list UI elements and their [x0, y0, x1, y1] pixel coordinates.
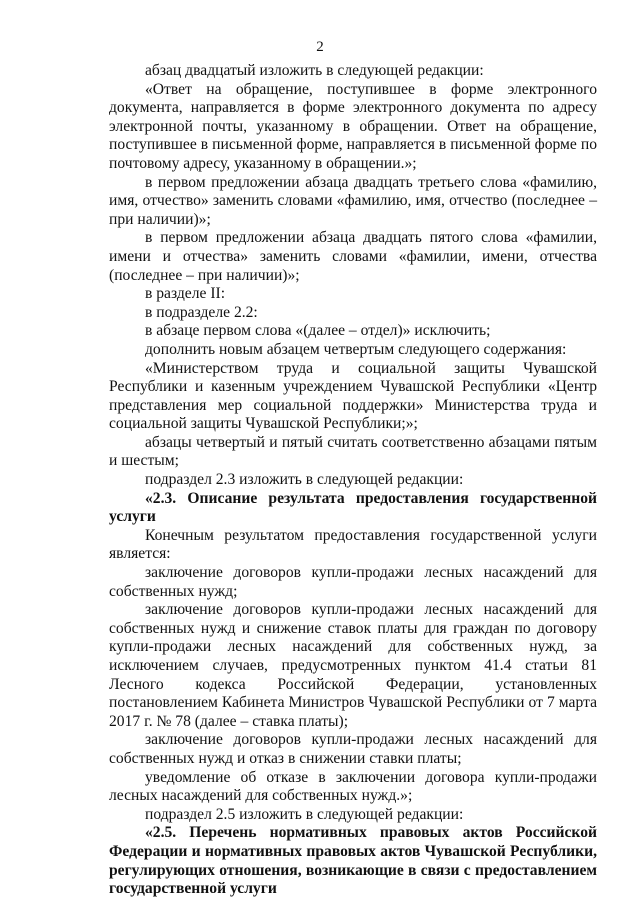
paragraph: «Ответ на обращение, поступившее в форме электронного документа, направляется в форме электронного документа по адресу электронной почты, указанному в обращении. Ответ на обращение, поступившее в письменной форме, направляется в письменной форме по почтовому адресу, указанному в обращении.»; — [109, 80, 597, 172]
paragraph: уведомление об отказе в заключении договора купли-продажи лесных насаждений для собственных нужд.»; — [109, 768, 597, 805]
document-body — [109, 62, 597, 899]
section-heading: «2.5. Перечень нормативных правовых актов Российской Федерации и нормативных правовых актов Чувашской Республики, регулирующих отношения, возникающие в связи с предоставлением государственной услуги — [109, 824, 597, 898]
paragraph: Конечным результатом предоставления государственной услуги является: — [109, 526, 597, 563]
paragraph: заключение договоров купли-продажи лесных насаждений для собственных нужд; — [109, 564, 597, 600]
paragraph: абзац двадцатый изложить в следующей редакции: — [145, 62, 484, 79]
paragraph: в разделе II: — [145, 285, 226, 303]
paragraph: в первом предложении абзаца двадцать третьего слова «фамилию, имя, отчество» заменить словами «фамилию, имя, отчество (последнее – при наличии)»; — [109, 173, 597, 228]
paragraph: в первом предложении абзаца двадцать пятого слова «фамилии, имени и отчества» заменить словами «фамилии, имени, отчества (последнее – при наличии)»; — [109, 229, 597, 284]
paragraph: заключение договоров купли-продажи лесных насаждений для собственных нужд и отказ в снижении ставки платы; — [109, 731, 597, 767]
paragraph: заключение договоров купли-продажи лесных насаждений для собственных нужд и снижение ставок платы для граждан по договору купли-продажи лесных насаждений для собственных нужд, за исключением случаев, предусмотренных пунктом 41.4 статьи 81 Лесного кодекса Российской Федерации, установленных постановлением Кабинета Министров Чувашской Республики от 7 марта 2017 г. № 78 (далее – ставка платы); — [109, 601, 597, 730]
paragraph: дополнить новым абзацем четвертым следующего содержания: — [145, 340, 567, 358]
paragraph: абзацы четвертый и пятый считать соответственно абзацами пятым и шестым; — [109, 433, 597, 470]
section-heading: «2.3. Описание результата предоставления государственной услуги — [109, 489, 597, 526]
paragraph: в абзаце первом слова «(далее – отдел)» исключить; — [145, 322, 491, 340]
paragraph: подраздел 2.3 изложить в следующей редакции: — [145, 471, 464, 489]
paragraph: «Министерством труда и социальной защиты Чувашской Республики и казенным учреждением Чувашской Республики «Центр представления мер социальной поддержки» Министерства труда и социальной защиты Чувашской Республики;»; — [109, 359, 597, 433]
paragraph: подраздел 2.5 изложить в следующей редакции: — [145, 805, 464, 823]
paragraph: в подразделе 2.2: — [145, 303, 258, 321]
page-number: 2 — [316, 39, 324, 55]
